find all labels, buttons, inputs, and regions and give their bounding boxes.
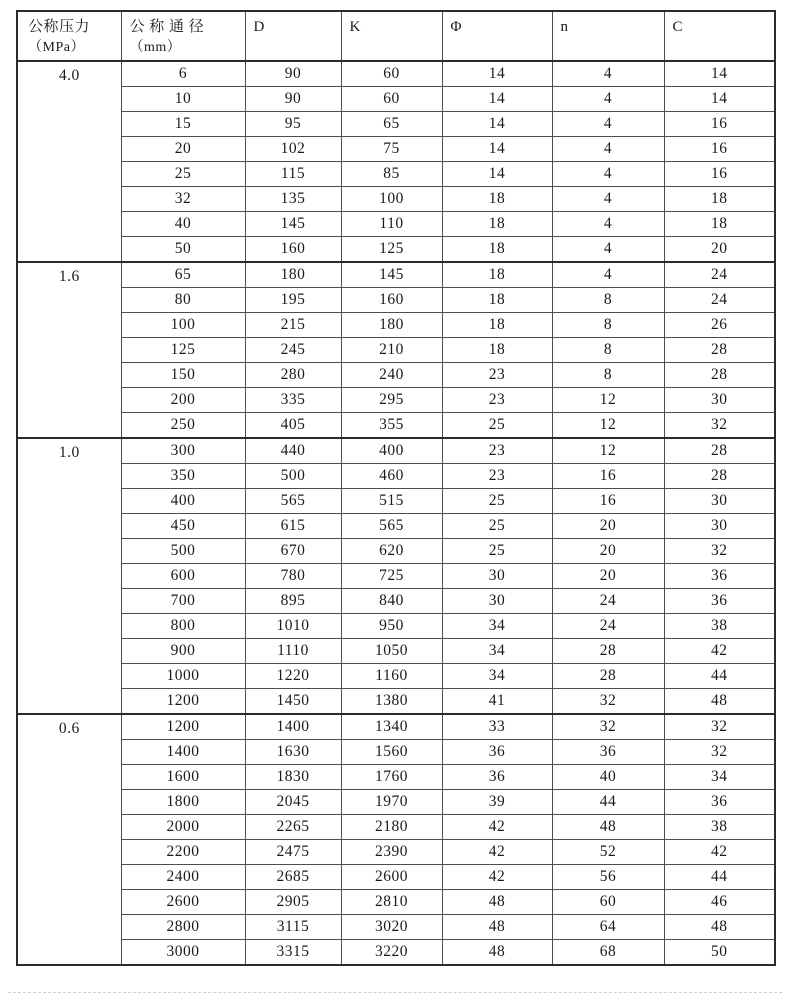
cell-nominal-diameter: 800 [121, 614, 245, 639]
cell-c: 16 [664, 137, 775, 162]
cell-c: 38 [664, 614, 775, 639]
cell-nominal-diameter: 1200 [121, 714, 245, 740]
cell-phi: 39 [442, 790, 552, 815]
cell-c: 30 [664, 388, 775, 413]
cell-phi: 48 [442, 890, 552, 915]
cell-c: 16 [664, 112, 775, 137]
cell-k: 3020 [341, 915, 442, 940]
cell-n: 40 [552, 765, 664, 790]
cell-nominal-diameter: 125 [121, 338, 245, 363]
table-row [17, 464, 775, 489]
cell-d: 1830 [245, 765, 341, 790]
cell-d: 440 [245, 438, 341, 464]
table-row [17, 589, 775, 614]
cell-c: 50 [664, 940, 775, 966]
cell-c: 36 [664, 790, 775, 815]
cell-d: 245 [245, 338, 341, 363]
cell-d: 335 [245, 388, 341, 413]
cell-phi: 14 [442, 112, 552, 137]
cell-k: 1160 [341, 664, 442, 689]
cell-k: 515 [341, 489, 442, 514]
cell-c: 38 [664, 815, 775, 840]
cell-k: 1760 [341, 765, 442, 790]
cell-n: 4 [552, 162, 664, 187]
cell-c: 34 [664, 765, 775, 790]
cell-nominal-diameter: 32 [121, 187, 245, 212]
cell-d: 2265 [245, 815, 341, 840]
cell-c: 16 [664, 162, 775, 187]
cell-phi: 23 [442, 464, 552, 489]
cell-nominal-diameter: 2000 [121, 815, 245, 840]
table-row [17, 262, 775, 288]
cell-d: 90 [245, 61, 341, 87]
table-row [17, 237, 775, 263]
cell-k: 840 [341, 589, 442, 614]
cell-c: 18 [664, 187, 775, 212]
cell-n: 68 [552, 940, 664, 966]
table-row [17, 137, 775, 162]
cell-k: 400 [341, 438, 442, 464]
cell-d: 3315 [245, 940, 341, 966]
cell-n: 28 [552, 639, 664, 664]
table-row [17, 790, 775, 815]
cell-nominal-diameter: 150 [121, 363, 245, 388]
cell-d: 1110 [245, 639, 341, 664]
cell-k: 180 [341, 313, 442, 338]
cell-k: 2180 [341, 815, 442, 840]
cell-c: 32 [664, 413, 775, 439]
cell-c: 18 [664, 212, 775, 237]
cell-phi: 14 [442, 87, 552, 112]
cell-phi: 34 [442, 639, 552, 664]
cell-d: 160 [245, 237, 341, 263]
cell-c: 28 [664, 338, 775, 363]
cell-c: 32 [664, 714, 775, 740]
cell-n: 20 [552, 514, 664, 539]
cell-k: 725 [341, 564, 442, 589]
cell-nominal-diameter: 2400 [121, 865, 245, 890]
table-row [17, 313, 775, 338]
cell-k: 145 [341, 262, 442, 288]
cell-k: 3220 [341, 940, 442, 966]
cell-phi: 48 [442, 940, 552, 966]
table-row [17, 338, 775, 363]
cell-n: 4 [552, 61, 664, 87]
cell-n: 48 [552, 815, 664, 840]
cell-phi: 18 [442, 262, 552, 288]
cell-k: 160 [341, 288, 442, 313]
cell-n: 20 [552, 564, 664, 589]
cell-n: 64 [552, 915, 664, 940]
cell-nominal-diameter: 400 [121, 489, 245, 514]
cell-n: 8 [552, 338, 664, 363]
cell-phi: 18 [442, 313, 552, 338]
cell-nominal-diameter: 500 [121, 539, 245, 564]
header-pressure [17, 11, 121, 61]
header-col-n: n [552, 11, 664, 61]
cell-phi: 36 [442, 740, 552, 765]
cell-nominal-diameter: 20 [121, 137, 245, 162]
cell-n: 4 [552, 137, 664, 162]
pressure-group-cell: 1.0 [17, 438, 121, 714]
cell-c: 30 [664, 489, 775, 514]
table-row [17, 639, 775, 664]
cell-n: 4 [552, 112, 664, 137]
cell-phi: 25 [442, 514, 552, 539]
cell-phi: 23 [442, 388, 552, 413]
cell-k: 1340 [341, 714, 442, 740]
cell-k: 1380 [341, 689, 442, 715]
cell-n: 4 [552, 187, 664, 212]
cell-c: 48 [664, 689, 775, 715]
cell-k: 565 [341, 514, 442, 539]
cell-c: 14 [664, 87, 775, 112]
cell-phi: 23 [442, 363, 552, 388]
cell-c: 30 [664, 514, 775, 539]
cell-nominal-diameter: 80 [121, 288, 245, 313]
table-row [17, 388, 775, 413]
cell-phi: 14 [442, 137, 552, 162]
cell-nominal-diameter: 900 [121, 639, 245, 664]
cell-c: 42 [664, 639, 775, 664]
cell-k: 60 [341, 61, 442, 87]
cell-nominal-diameter: 350 [121, 464, 245, 489]
cell-d: 615 [245, 514, 341, 539]
cell-d: 280 [245, 363, 341, 388]
cell-d: 1220 [245, 664, 341, 689]
table-row [17, 187, 775, 212]
page-edge-dashed-line [8, 992, 782, 993]
cell-phi: 25 [442, 489, 552, 514]
cell-c: 44 [664, 664, 775, 689]
cell-nominal-diameter: 300 [121, 438, 245, 464]
cell-c: 42 [664, 840, 775, 865]
cell-nominal-diameter: 450 [121, 514, 245, 539]
cell-phi: 18 [442, 237, 552, 263]
table-row [17, 564, 775, 589]
cell-d: 2685 [245, 865, 341, 890]
cell-d: 180 [245, 262, 341, 288]
cell-d: 500 [245, 464, 341, 489]
cell-nominal-diameter: 700 [121, 589, 245, 614]
cell-n: 4 [552, 262, 664, 288]
cell-n: 60 [552, 890, 664, 915]
cell-phi: 41 [442, 689, 552, 715]
cell-d: 895 [245, 589, 341, 614]
cell-nominal-diameter: 600 [121, 564, 245, 589]
cell-nominal-diameter: 2800 [121, 915, 245, 940]
table-row [17, 112, 775, 137]
cell-d: 95 [245, 112, 341, 137]
cell-phi: 14 [442, 162, 552, 187]
cell-n: 12 [552, 438, 664, 464]
cell-n: 56 [552, 865, 664, 890]
cell-n: 28 [552, 664, 664, 689]
cell-n: 36 [552, 740, 664, 765]
cell-c: 32 [664, 740, 775, 765]
cell-nominal-diameter: 3000 [121, 940, 245, 966]
cell-nominal-diameter: 1600 [121, 765, 245, 790]
cell-d: 405 [245, 413, 341, 439]
cell-d: 3115 [245, 915, 341, 940]
cell-n: 16 [552, 489, 664, 514]
cell-n: 4 [552, 237, 664, 263]
cell-n: 16 [552, 464, 664, 489]
cell-c: 28 [664, 464, 775, 489]
cell-c: 28 [664, 438, 775, 464]
cell-phi: 42 [442, 865, 552, 890]
cell-nominal-diameter: 40 [121, 212, 245, 237]
cell-k: 2600 [341, 865, 442, 890]
cell-nominal-diameter: 1000 [121, 664, 245, 689]
cell-n: 52 [552, 840, 664, 865]
table-row [17, 664, 775, 689]
table-row [17, 940, 775, 966]
cell-phi: 25 [442, 413, 552, 439]
cell-phi: 42 [442, 840, 552, 865]
cell-n: 24 [552, 614, 664, 639]
pressure-group-cell: 1.6 [17, 262, 121, 438]
cell-k: 65 [341, 112, 442, 137]
cell-k: 100 [341, 187, 442, 212]
cell-n: 4 [552, 87, 664, 112]
cell-d: 135 [245, 187, 341, 212]
cell-phi: 48 [442, 915, 552, 940]
cell-n: 32 [552, 714, 664, 740]
header-col-phi: Φ [442, 11, 552, 61]
table-header [17, 11, 775, 61]
cell-c: 24 [664, 262, 775, 288]
cell-n: 12 [552, 388, 664, 413]
table-row [17, 865, 775, 890]
header-diameter [121, 11, 245, 61]
cell-d: 2045 [245, 790, 341, 815]
cell-n: 8 [552, 313, 664, 338]
table-row [17, 840, 775, 865]
flange-dimension-table [16, 10, 776, 966]
cell-phi: 36 [442, 765, 552, 790]
table-row [17, 489, 775, 514]
cell-n: 20 [552, 539, 664, 564]
cell-nominal-diameter: 200 [121, 388, 245, 413]
cell-c: 32 [664, 539, 775, 564]
cell-n: 24 [552, 589, 664, 614]
cell-k: 1560 [341, 740, 442, 765]
cell-k: 60 [341, 87, 442, 112]
table-row [17, 288, 775, 313]
cell-k: 460 [341, 464, 442, 489]
cell-k: 2390 [341, 840, 442, 865]
cell-n: 4 [552, 212, 664, 237]
cell-d: 115 [245, 162, 341, 187]
cell-nominal-diameter: 65 [121, 262, 245, 288]
cell-phi: 33 [442, 714, 552, 740]
cell-k: 240 [341, 363, 442, 388]
cell-c: 36 [664, 564, 775, 589]
cell-k: 110 [341, 212, 442, 237]
table-row [17, 765, 775, 790]
cell-d: 670 [245, 539, 341, 564]
cell-n: 32 [552, 689, 664, 715]
cell-c: 24 [664, 288, 775, 313]
cell-c: 14 [664, 61, 775, 87]
table-row [17, 815, 775, 840]
cell-c: 28 [664, 363, 775, 388]
table-row [17, 514, 775, 539]
cell-phi: 34 [442, 664, 552, 689]
table-row [17, 740, 775, 765]
cell-c: 48 [664, 915, 775, 940]
cell-d: 2475 [245, 840, 341, 865]
cell-phi: 30 [442, 564, 552, 589]
cell-phi: 34 [442, 614, 552, 639]
cell-d: 1010 [245, 614, 341, 639]
table-row [17, 890, 775, 915]
cell-d: 1630 [245, 740, 341, 765]
table-row [17, 413, 775, 439]
header-pressure-title: 公称压力 [28, 19, 91, 35]
cell-nominal-diameter: 15 [121, 112, 245, 137]
table-row [17, 162, 775, 187]
cell-n: 44 [552, 790, 664, 815]
table-row [17, 61, 775, 87]
cell-n: 8 [552, 288, 664, 313]
cell-phi: 14 [442, 61, 552, 87]
cell-c: 44 [664, 865, 775, 890]
cell-k: 2810 [341, 890, 442, 915]
cell-d: 145 [245, 212, 341, 237]
table-row [17, 689, 775, 715]
cell-k: 355 [341, 413, 442, 439]
cell-nominal-diameter: 2600 [121, 890, 245, 915]
cell-d: 565 [245, 489, 341, 514]
cell-k: 295 [341, 388, 442, 413]
cell-d: 102 [245, 137, 341, 162]
cell-c: 20 [664, 237, 775, 263]
cell-phi: 30 [442, 589, 552, 614]
cell-d: 780 [245, 564, 341, 589]
cell-nominal-diameter: 10 [121, 87, 245, 112]
table-row [17, 363, 775, 388]
cell-nominal-diameter: 50 [121, 237, 245, 263]
header-diameter-unit: （mm） [129, 40, 182, 55]
table-row [17, 915, 775, 940]
table-row [17, 539, 775, 564]
table-row [17, 438, 775, 464]
header-pressure-unit: （MPa） [28, 40, 85, 55]
cell-n: 12 [552, 413, 664, 439]
header-diameter-title: 公 称 通 径 [129, 19, 205, 35]
cell-d: 1400 [245, 714, 341, 740]
table-row [17, 212, 775, 237]
table-row [17, 87, 775, 112]
cell-nominal-diameter: 1400 [121, 740, 245, 765]
cell-k: 950 [341, 614, 442, 639]
cell-phi: 25 [442, 539, 552, 564]
cell-phi: 18 [442, 212, 552, 237]
cell-k: 1970 [341, 790, 442, 815]
cell-c: 26 [664, 313, 775, 338]
table-row [17, 714, 775, 740]
header-row [17, 11, 775, 61]
cell-c: 36 [664, 589, 775, 614]
cell-nominal-diameter: 2200 [121, 840, 245, 865]
table-body [17, 61, 775, 965]
cell-k: 85 [341, 162, 442, 187]
cell-k: 210 [341, 338, 442, 363]
cell-k: 75 [341, 137, 442, 162]
cell-nominal-diameter: 250 [121, 413, 245, 439]
cell-nominal-diameter: 1800 [121, 790, 245, 815]
cell-d: 2905 [245, 890, 341, 915]
cell-d: 1450 [245, 689, 341, 715]
table-row [17, 614, 775, 639]
cell-phi: 18 [442, 187, 552, 212]
cell-phi: 23 [442, 438, 552, 464]
pressure-group-cell: 4.0 [17, 61, 121, 262]
cell-d: 215 [245, 313, 341, 338]
cell-n: 8 [552, 363, 664, 388]
cell-nominal-diameter: 6 [121, 61, 245, 87]
cell-nominal-diameter: 100 [121, 313, 245, 338]
cell-nominal-diameter: 1200 [121, 689, 245, 715]
cell-d: 195 [245, 288, 341, 313]
cell-phi: 18 [442, 338, 552, 363]
cell-nominal-diameter: 25 [121, 162, 245, 187]
header-col-d: D [245, 11, 341, 61]
cell-k: 1050 [341, 639, 442, 664]
cell-c: 46 [664, 890, 775, 915]
header-col-c: C [664, 11, 775, 61]
cell-k: 125 [341, 237, 442, 263]
cell-d: 90 [245, 87, 341, 112]
header-col-k: K [341, 11, 442, 61]
cell-k: 620 [341, 539, 442, 564]
cell-phi: 18 [442, 288, 552, 313]
cell-phi: 42 [442, 815, 552, 840]
pressure-group-cell: 0.6 [17, 714, 121, 965]
